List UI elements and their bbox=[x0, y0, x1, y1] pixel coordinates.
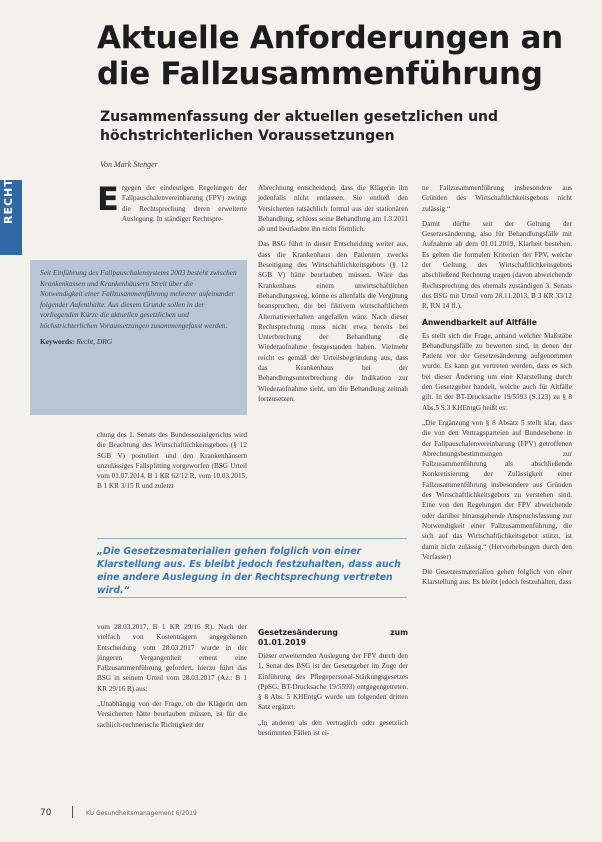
keywords-label: Keywords: bbox=[40, 337, 75, 346]
divider bbox=[72, 806, 73, 818]
article-title: Aktuelle Anforderungen an die Fallzusammenführung bbox=[97, 20, 563, 92]
paragraph: Abrechnung entscheidend, dass die Klägerin ihn jedenfalls nicht entlassen. Sie entließ den Versicherten tatsächlich formal aus der stationären Behandlung, schloss seine Behandlung am 1.3.2011 ab und beurlaubte ihn nicht förmlich. bbox=[258, 184, 408, 234]
column-2 bbox=[258, 183, 408, 409]
section-tab bbox=[0, 180, 22, 255]
paragraph: Es stellt sich die Frage, anhand welcher Maßstäbe Behandlungsfälle zu bewerten sind, in denen der Patient vor der Gesetzesänderung aufgenommen wurde. Es kann gut vertreten werden, dass es sich bei dieser Änderung um eine Klarstellung durch den Gesetzgeber handelt, welche auch für Altfälle gilt. In der BT-Drucksache 19/5593 (S.123) zu § 8 Abs.5 S.3 KHEntgG heißt es: bbox=[422, 331, 572, 412]
paragraph: vom 28.03.2017, B 1 KR 29/16 R). Nach der vielfach von Kostenträgern angegebenen Entscheidung vom 28.03.2017 wurde in der jüngeren Vergangenheit erneut eine Fallzusammenführung gefordert, hierzu führt das BSG in seinem Urteil vom 28.03.2017 (Az.: B 1 KR 29/16 R) aus: bbox=[97, 623, 247, 693]
paragraph: „Unabhängig von der Frage, ob die Klägerin den Versicherten hätte beurlauben müssen, ist für die sachlich-rechnerische Richtigkeit der bbox=[97, 700, 247, 729]
paragraph: „Die Ergänzung von § 8 Absatz 5 stellt klar, dass die von den Vertragsparteien auf Bundesebene in der Fallpauschalenvereinbarung (FPV) getroffenen Abrechnungsbestimmungen zur Fallzusammenführung als abschließende Konkretisierung der Zulässigkeit einer Fallzusammenführung insbesondere aus Gründen des Wirtschaftlichkeitsgebots zu verstehen sind. Eine von den Regelungen der FPV abweichende oder darüber hinausgehende Anspruchsfassung zur Notwendigkeit einer Fallzusammenführung, die sich auf das Wirtschaftlichkeitsgebot stützt, ist damit nicht zulässig.“ (Hervorhebungen durch den Verfasser) bbox=[422, 418, 572, 561]
author-byline: Von Mark Stenger bbox=[100, 160, 158, 169]
section-heading: Anwendbarkeit auf Altfälle bbox=[422, 317, 537, 327]
section-tab-label: RECHT bbox=[2, 178, 15, 224]
keywords-value: Recht, DRG bbox=[76, 337, 113, 346]
paragraph: Damit dürfte seit der Geltung der Gesetzesänderung, also für Behandlungsfälle mit Aufnahme ab dem 01.01.2019, Klarheit bestehen. Es gelten die formalen Kriterien der FPV, welche der Geltung des Wirtschaftlichkeitsgebots abschließend Rechnung tragen (davon abweichende Rechtsprechung des ehemals zuständigen 3. Senats des BSG mit Urteil vom 28.11.2013, B 3 KR 33/12 R, RN 14 ff.). bbox=[422, 219, 572, 311]
page-number: 70 bbox=[40, 808, 52, 818]
divider bbox=[97, 538, 407, 539]
keywords-line bbox=[40, 337, 237, 348]
journal-name: KU Gesundheitsmanagement 6/2019 bbox=[86, 810, 197, 817]
abstract-box bbox=[30, 260, 247, 415]
column-1-continued bbox=[97, 430, 247, 497]
column-1-intro bbox=[97, 180, 247, 224]
paragraph: Das BSG führt in dieser Entscheidung weiter aus, dass die Krankenhaus den Patienten zwecks Beseitigung des Wirtschaftlichkeitsgebots (§ 12 SGB V) hätte beurlauben müssen. Wäre das Krankenhaus einem unwirtschaftlichen Behandlungsweg, könne es allenfalls die Vergütung beanspruchen, die bei fiktivem wirtschaftlichem Alternativverhalten angefallen wäre. Nach dieser Rechtsprechung muss nicht etwa bereits bei Unterbrechung der Behandlung die Wiederaufnahme festgestanden haben. Vielmehr reicht es gemäß der Urteilsbegründung aus, dass das Krankenhaus bei der Behandlungsunterbrechung die Indikation zur Wiederaufnahme sieht, um die Behandlung zeitnah fortzusetzen. bbox=[258, 240, 408, 403]
drop-cap: E bbox=[97, 180, 119, 218]
abstract-text: Seit Einführung des Fallpauschalensystems 2003 besteht zwischen Krankenkassen und Krankenhäusern Streit über die Notwendigkeit einer Fallzusammenführung mehrerer aufeinander folgender Aufenthalte. Aus diesem Grunde sollen in der vorliegenden Kürze die aktuellen gesetzlichen und höchstrichterlichen Voraussetzungen zusammengefasst werden. bbox=[40, 268, 237, 330]
paragraph: Dieser erweiternden Auslegung der FPV durch den 1. Senat des BSG ist der Gesetzgeber im Zuge der Einführung des Pflegepersonal-Stärkungsgesetzes (PpSG, BT-Drucksache 19/5593) entgegengetreten. § 8 Abs. 5 KHEntgG wurde um folgenden dritten Satz ergänzt: bbox=[258, 652, 408, 712]
pull-quote: „Die Gesetzesmaterialien gehen folglich von einer Klarstellung aus. Es bleibt jedoch festzuhalten, dass auch eine andere Auslegung in der Rechtsprechung vertreten wird.“ bbox=[97, 546, 401, 596]
column-1-lower bbox=[97, 622, 247, 735]
column-2-lower bbox=[258, 622, 408, 743]
divider bbox=[97, 597, 407, 598]
intro-text: rgegen der eindeutigen Regelungen der Fallpauschalenvereinbarung (FPV) zwingt die Rechtsprechung deren erweiterte Auslegung. In ständiger Rechtspre- bbox=[121, 184, 247, 223]
paragraph: ne Fallzusammenführung insbesondere aus Gründen des Wirtschaftlichkeitsgebots nicht zulässig.“ bbox=[422, 184, 572, 213]
paragraph: Die Gesetzesmaterialien gehen folglich von einer Klarstellung aus. Es bleibt jedoch festzuhalten, dass bbox=[422, 568, 572, 587]
paragraph: „In anderen als den vertraglich oder gesetzlich bestimmten Fällen ist ei- bbox=[258, 718, 408, 738]
column-3 bbox=[422, 183, 572, 593]
section-heading: Gesetzesänderung zum 01.01.2019 bbox=[258, 628, 408, 647]
paragraph: chung des 1. Senats des Bundessozialgerichts wird die Beachtung des Wirtschaftlichkeitsgebots (§ 12 SGB V) postuliert und den Krankenhäusern unzulässiges Fallsplitting vorgeworfen (BSG Urteil vom 01.07.2014, B 1 KR 62/12 R, vom 10.03.2015, B 1 KR 3/15 R und zuletzt bbox=[97, 431, 247, 491]
article-subtitle: Zusammenfassung der aktuellen gesetzlichen und höchstrichterlichen Voraussetzungen bbox=[100, 109, 499, 144]
